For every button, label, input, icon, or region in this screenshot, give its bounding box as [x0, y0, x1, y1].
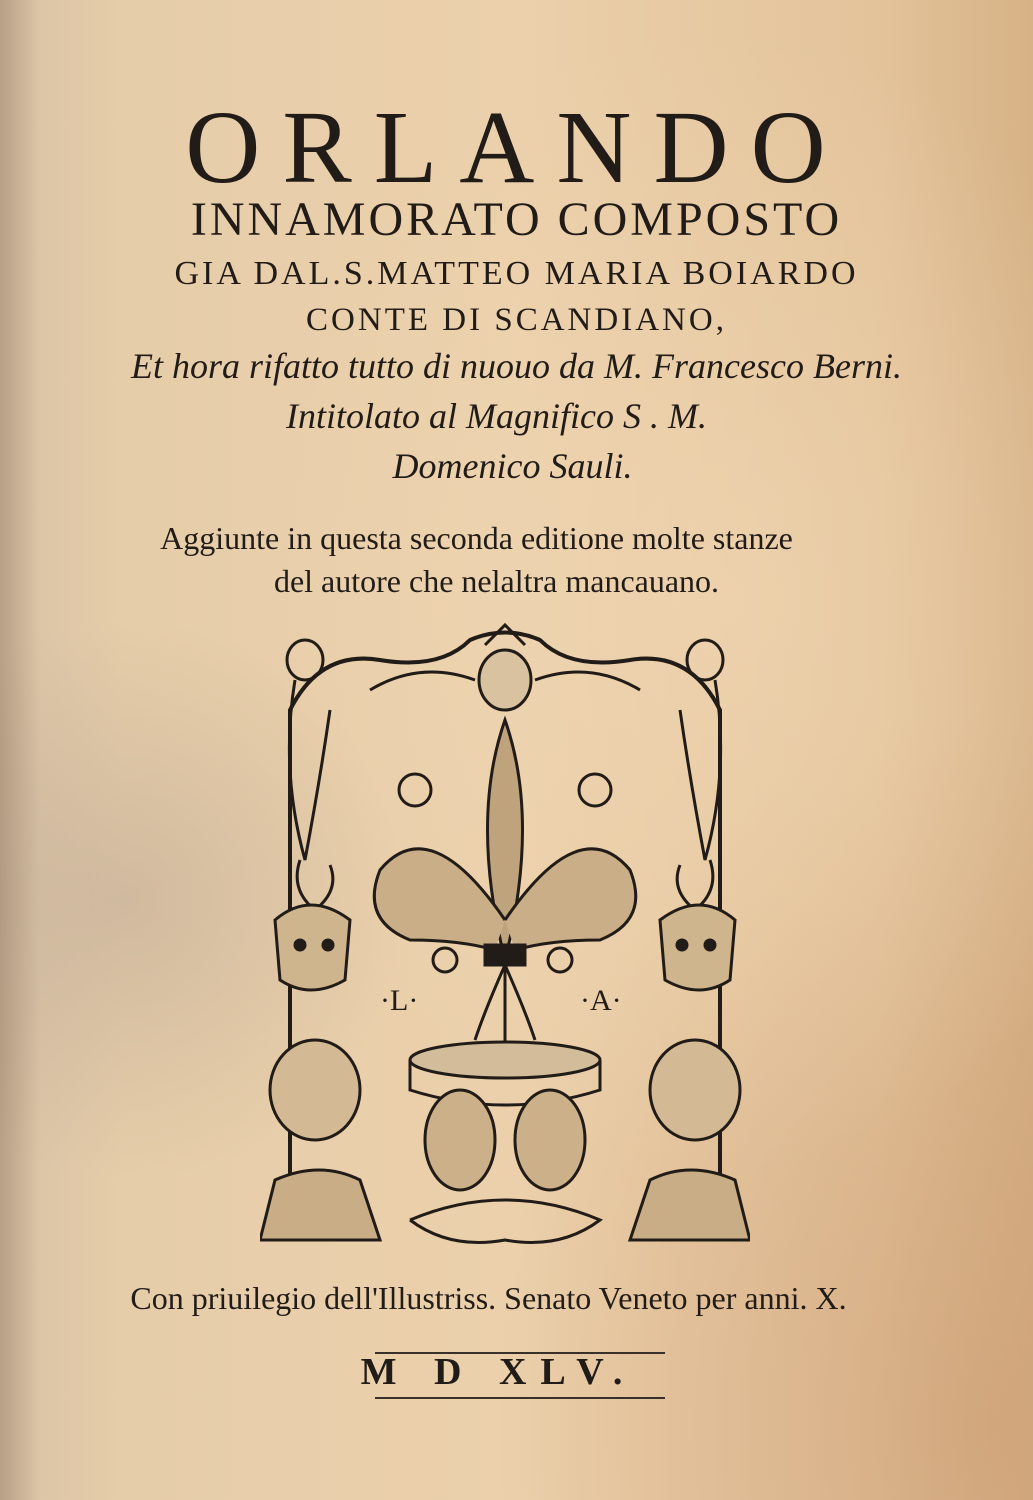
- woodcut-letter-right: ·A·: [580, 984, 622, 1017]
- edition-note-line-1: Aggiunte in questa seconda editione molte stanze: [160, 520, 793, 556]
- dedication-line-1: Et hora rifatto tutto di nuouo da M. Francesco Berni.: [131, 346, 902, 386]
- title-innamorato: INNAMORATO COMPOSTO: [190, 193, 843, 246]
- imprint-date: M D XLV.: [360, 1351, 637, 1393]
- title-author-line: GIA DAL.S.MATTEO MARIA BOIARDO: [174, 255, 859, 292]
- privilege-line: Con priuilegio dell'Illustriss. Senato Veneto per anni. X.: [130, 1280, 847, 1316]
- dedication-line-3: Domenico Sauli.: [392, 446, 633, 486]
- edition-note-line-2: del autore che nelaltra mancauano.: [273, 563, 720, 599]
- title-orlando: ORLANDO: [185, 90, 848, 205]
- printers-device-woodcut: [260, 620, 750, 1260]
- title-count-line: CONTE DI SCANDIANO,: [306, 302, 727, 338]
- woodcut-letter-left: ·L·: [380, 984, 419, 1017]
- date-rule-bottom: [375, 1397, 665, 1399]
- dedication-line-2: Intitolato al Magnifico S . M.: [286, 396, 707, 436]
